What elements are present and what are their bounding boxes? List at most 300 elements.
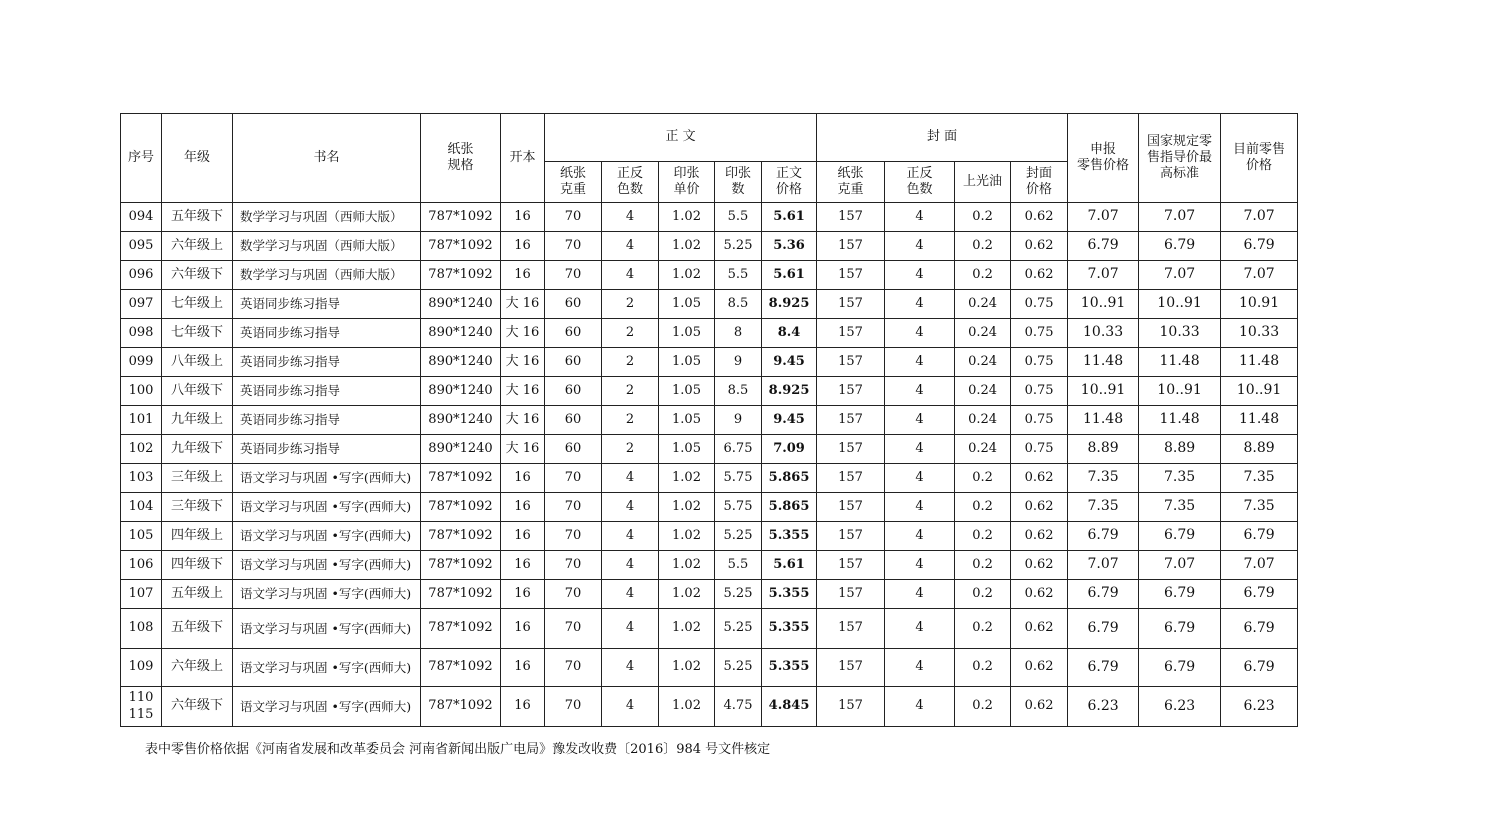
cell-national-max-price: 8.89 bbox=[1139, 435, 1221, 464]
cell-grade: 三年级下 bbox=[162, 493, 233, 522]
cell-body-sheet-unit-price: 1.05 bbox=[659, 377, 715, 406]
cell-cover-paper-weight: 157 bbox=[817, 348, 885, 377]
cell-body-paper-weight: 70 bbox=[545, 609, 602, 649]
cell-paper-spec: 890*1240 bbox=[421, 406, 501, 435]
cell-body-sheet-unit-price: 1.02 bbox=[659, 609, 715, 649]
cell-body-paper-weight: 70 bbox=[545, 261, 602, 290]
cell-declared-price: 6.79 bbox=[1068, 232, 1139, 261]
cell-body-paper-weight: 70 bbox=[545, 232, 602, 261]
cell-body-colors: 4 bbox=[602, 551, 659, 580]
cell-grade: 九年级上 bbox=[162, 406, 233, 435]
table-row bbox=[121, 377, 1298, 406]
price-table bbox=[120, 113, 1298, 727]
cell-cover-paper-weight: 157 bbox=[817, 261, 885, 290]
cell-cover-paper-weight: 157 bbox=[817, 493, 885, 522]
cell-body-paper-weight: 70 bbox=[545, 464, 602, 493]
cell-cover-price: 0.62 bbox=[1011, 687, 1068, 727]
cell-body-sheet-count: 9 bbox=[715, 406, 762, 435]
cell-body-sheet-count: 5.25 bbox=[715, 609, 762, 649]
cell-current-price: 7.07 bbox=[1221, 551, 1298, 580]
cell-paper-spec: 787*1092 bbox=[421, 493, 501, 522]
cell-body-paper-weight: 60 bbox=[545, 348, 602, 377]
cell-title: 语文学习与巩固 •写字(西师大) bbox=[233, 493, 421, 522]
cell-seq: 104 bbox=[121, 493, 162, 522]
cell-cover-varnish: 0.2 bbox=[955, 649, 1011, 687]
cell-body-sheet-count: 5.25 bbox=[715, 649, 762, 687]
header-grade: 年级 bbox=[162, 114, 233, 203]
cell-declared-price: 11.48 bbox=[1068, 348, 1139, 377]
cell-declared-price: 6.79 bbox=[1068, 522, 1139, 551]
cell-body-paper-weight: 60 bbox=[545, 435, 602, 464]
cell-cover-price: 0.62 bbox=[1011, 261, 1068, 290]
cell-paper-spec: 787*1092 bbox=[421, 649, 501, 687]
cell-cover-colors: 4 bbox=[885, 377, 955, 406]
cell-current-price: 11.48 bbox=[1221, 406, 1298, 435]
cell-grade: 七年级下 bbox=[162, 319, 233, 348]
cell-body-paper-weight: 70 bbox=[545, 580, 602, 609]
cell-body-paper-weight: 60 bbox=[545, 406, 602, 435]
cell-seq: 099 bbox=[121, 348, 162, 377]
table-row bbox=[121, 406, 1298, 435]
cell-cover-price: 0.62 bbox=[1011, 493, 1068, 522]
cell-body-colors: 2 bbox=[602, 348, 659, 377]
cell-seq: 106 bbox=[121, 551, 162, 580]
cell-format: 大 16 bbox=[501, 290, 545, 319]
cell-grade: 四年级上 bbox=[162, 522, 233, 551]
cell-body-sheet-count: 5.5 bbox=[715, 261, 762, 290]
cell-body-sheet-unit-price: 1.02 bbox=[659, 261, 715, 290]
cell-body-colors: 2 bbox=[602, 377, 659, 406]
cell-grade: 八年级上 bbox=[162, 348, 233, 377]
cell-paper-spec: 787*1092 bbox=[421, 203, 501, 232]
cell-paper-spec: 787*1092 bbox=[421, 580, 501, 609]
cell-cover-varnish: 0.2 bbox=[955, 687, 1011, 727]
cell-title: 语文学习与巩固 •写字(西师大) bbox=[233, 609, 421, 649]
cell-declared-price: 6.79 bbox=[1068, 649, 1139, 687]
cell-body-sheet-unit-price: 1.02 bbox=[659, 464, 715, 493]
cell-body-sheet-unit-price: 1.05 bbox=[659, 406, 715, 435]
cell-paper-spec: 787*1092 bbox=[421, 232, 501, 261]
table-row bbox=[121, 580, 1298, 609]
cell-body-sheet-unit-price: 1.05 bbox=[659, 319, 715, 348]
table-row bbox=[121, 687, 1298, 727]
cell-declared-price: 7.35 bbox=[1068, 464, 1139, 493]
cell-cover-paper-weight: 157 bbox=[817, 687, 885, 727]
cell-body-sheet-count: 8 bbox=[715, 319, 762, 348]
cell-body-sheet-unit-price: 1.02 bbox=[659, 580, 715, 609]
cell-seq: 108 bbox=[121, 609, 162, 649]
cell-format: 16 bbox=[501, 232, 545, 261]
cell-title: 英语同步练习指导 bbox=[233, 348, 421, 377]
cell-body-price: 5.36 bbox=[762, 232, 817, 261]
cell-grade: 四年级下 bbox=[162, 551, 233, 580]
cell-grade: 六年级上 bbox=[162, 232, 233, 261]
cell-body-paper-weight: 60 bbox=[545, 377, 602, 406]
cell-seq: 096 bbox=[121, 261, 162, 290]
cell-body-sheet-count: 5.5 bbox=[715, 551, 762, 580]
cell-paper-spec: 787*1092 bbox=[421, 609, 501, 649]
table-body bbox=[121, 203, 1298, 727]
cell-national-max-price: 7.07 bbox=[1139, 551, 1221, 580]
cell-cover-paper-weight: 157 bbox=[817, 551, 885, 580]
cell-body-price: 4.845 bbox=[762, 687, 817, 727]
cell-body-colors: 2 bbox=[602, 290, 659, 319]
cell-body-sheet-count: 5.75 bbox=[715, 464, 762, 493]
cell-cover-paper-weight: 157 bbox=[817, 580, 885, 609]
cell-body-paper-weight: 70 bbox=[545, 687, 602, 727]
cell-cover-paper-weight: 157 bbox=[817, 609, 885, 649]
cell-cover-colors: 4 bbox=[885, 348, 955, 377]
cell-body-sheet-unit-price: 1.05 bbox=[659, 435, 715, 464]
cell-cover-varnish: 0.2 bbox=[955, 609, 1011, 649]
cell-title: 语文学习与巩固 •写字(西师大) bbox=[233, 687, 421, 727]
cell-body-sheet-unit-price: 1.02 bbox=[659, 687, 715, 727]
cell-title: 语文学习与巩固 •写字(西师大) bbox=[233, 551, 421, 580]
cell-seq: 100 bbox=[121, 377, 162, 406]
cell-current-price: 6.79 bbox=[1221, 580, 1298, 609]
cell-body-sheet-count: 5.75 bbox=[715, 493, 762, 522]
cell-title: 数学学习与巩固（西师大版） bbox=[233, 261, 421, 290]
cell-current-price: 6.79 bbox=[1221, 649, 1298, 687]
cell-body-sheet-unit-price: 1.05 bbox=[659, 348, 715, 377]
cell-format: 大 16 bbox=[501, 406, 545, 435]
header-cover-group: 封 面 bbox=[817, 114, 1068, 162]
cell-current-price: 7.35 bbox=[1221, 464, 1298, 493]
cell-cover-varnish: 0.24 bbox=[955, 348, 1011, 377]
cell-cover-price: 0.75 bbox=[1011, 435, 1068, 464]
cell-body-price: 5.355 bbox=[762, 609, 817, 649]
cell-declared-price: 6.79 bbox=[1068, 609, 1139, 649]
cell-body-sheet-unit-price: 1.02 bbox=[659, 551, 715, 580]
cell-declared-price: 6.23 bbox=[1068, 687, 1139, 727]
cell-national-max-price: 6.79 bbox=[1139, 232, 1221, 261]
cell-title: 语文学习与巩固 •写字(西师大) bbox=[233, 649, 421, 687]
cell-national-max-price: 7.07 bbox=[1139, 261, 1221, 290]
cell-current-price: 7.07 bbox=[1221, 261, 1298, 290]
cell-body-price: 5.61 bbox=[762, 261, 817, 290]
cell-title: 语文学习与巩固 •写字(西师大) bbox=[233, 580, 421, 609]
cell-cover-colors: 4 bbox=[885, 580, 955, 609]
cell-cover-paper-weight: 157 bbox=[817, 377, 885, 406]
cell-seq: 098 bbox=[121, 319, 162, 348]
cell-current-price: 7.07 bbox=[1221, 203, 1298, 232]
cell-cover-colors: 4 bbox=[885, 493, 955, 522]
cell-declared-price: 10..91 bbox=[1068, 377, 1139, 406]
cell-cover-paper-weight: 157 bbox=[817, 319, 885, 348]
table-row bbox=[121, 609, 1298, 649]
cell-current-price: 10..91 bbox=[1221, 377, 1298, 406]
cell-paper-spec: 890*1240 bbox=[421, 290, 501, 319]
cell-cover-paper-weight: 157 bbox=[817, 406, 885, 435]
cell-cover-varnish: 0.2 bbox=[955, 522, 1011, 551]
cell-body-colors: 4 bbox=[602, 522, 659, 551]
cell-body-price: 5.355 bbox=[762, 649, 817, 687]
cell-format: 16 bbox=[501, 203, 545, 232]
cell-body-paper-weight: 70 bbox=[545, 551, 602, 580]
cell-grade: 六年级下 bbox=[162, 261, 233, 290]
table-row bbox=[121, 232, 1298, 261]
cell-cover-paper-weight: 157 bbox=[817, 464, 885, 493]
header-body-group: 正 文 bbox=[545, 114, 817, 162]
cell-cover-varnish: 0.2 bbox=[955, 464, 1011, 493]
header-title: 书名 bbox=[233, 114, 421, 203]
cell-national-max-price: 6.79 bbox=[1139, 649, 1221, 687]
cell-declared-price: 7.35 bbox=[1068, 493, 1139, 522]
cell-cover-colors: 4 bbox=[885, 319, 955, 348]
cell-grade: 五年级上 bbox=[162, 580, 233, 609]
cell-grade: 六年级上 bbox=[162, 649, 233, 687]
header-body-sheet-unit-price: 印张 单价 bbox=[659, 162, 715, 203]
cell-cover-price: 0.62 bbox=[1011, 551, 1068, 580]
cell-grade: 九年级下 bbox=[162, 435, 233, 464]
cell-national-max-price: 6.79 bbox=[1139, 580, 1221, 609]
cell-body-price: 8.925 bbox=[762, 377, 817, 406]
cell-national-max-price: 6.23 bbox=[1139, 687, 1221, 727]
cell-cover-price: 0.62 bbox=[1011, 232, 1068, 261]
cell-seq: 095 bbox=[121, 232, 162, 261]
cell-cover-paper-weight: 157 bbox=[817, 522, 885, 551]
cell-current-price: 10.33 bbox=[1221, 319, 1298, 348]
cell-body-colors: 4 bbox=[602, 580, 659, 609]
cell-body-colors: 4 bbox=[602, 609, 659, 649]
cell-cover-colors: 4 bbox=[885, 290, 955, 319]
header-format: 开本 bbox=[501, 114, 545, 203]
cell-format: 大 16 bbox=[501, 435, 545, 464]
cell-cover-varnish: 0.2 bbox=[955, 203, 1011, 232]
cell-cover-varnish: 0.2 bbox=[955, 493, 1011, 522]
table-row bbox=[121, 348, 1298, 377]
cell-paper-spec: 787*1092 bbox=[421, 551, 501, 580]
header-cover-varnish: 上光油 bbox=[955, 162, 1011, 203]
cell-format: 16 bbox=[501, 464, 545, 493]
cell-cover-paper-weight: 157 bbox=[817, 290, 885, 319]
cell-title: 语文学习与巩固 •写字(西师大) bbox=[233, 522, 421, 551]
cell-cover-colors: 4 bbox=[885, 435, 955, 464]
cell-cover-price: 0.62 bbox=[1011, 522, 1068, 551]
cell-body-colors: 4 bbox=[602, 232, 659, 261]
cell-body-sheet-count: 8.5 bbox=[715, 377, 762, 406]
cell-cover-varnish: 0.2 bbox=[955, 232, 1011, 261]
cell-national-max-price: 7.35 bbox=[1139, 464, 1221, 493]
cell-title: 英语同步练习指导 bbox=[233, 406, 421, 435]
header-current-price: 目前零售 价格 bbox=[1221, 114, 1298, 203]
cell-national-max-price: 7.35 bbox=[1139, 493, 1221, 522]
cell-cover-varnish: 0.24 bbox=[955, 377, 1011, 406]
cell-seq: 105 bbox=[121, 522, 162, 551]
cell-body-sheet-count: 4.75 bbox=[715, 687, 762, 727]
cell-body-paper-weight: 70 bbox=[545, 203, 602, 232]
cell-cover-price: 0.62 bbox=[1011, 464, 1068, 493]
cell-seq: 107 bbox=[121, 580, 162, 609]
cell-body-price: 5.61 bbox=[762, 551, 817, 580]
cell-body-price: 5.865 bbox=[762, 464, 817, 493]
cell-format: 16 bbox=[501, 551, 545, 580]
cell-title: 数学学习与巩固（西师大版） bbox=[233, 203, 421, 232]
cell-cover-colors: 4 bbox=[885, 609, 955, 649]
cell-declared-price: 10.33 bbox=[1068, 319, 1139, 348]
cell-cover-colors: 4 bbox=[885, 551, 955, 580]
cell-current-price: 8.89 bbox=[1221, 435, 1298, 464]
cell-body-paper-weight: 70 bbox=[545, 522, 602, 551]
cell-body-paper-weight: 70 bbox=[545, 493, 602, 522]
cell-body-price: 5.355 bbox=[762, 522, 817, 551]
cell-format: 16 bbox=[501, 580, 545, 609]
cell-cover-price: 0.75 bbox=[1011, 348, 1068, 377]
header-cover-colors: 正反 色数 bbox=[885, 162, 955, 203]
cell-declared-price: 7.07 bbox=[1068, 261, 1139, 290]
cell-title: 英语同步练习指导 bbox=[233, 377, 421, 406]
cell-cover-colors: 4 bbox=[885, 464, 955, 493]
cell-national-max-price: 7.07 bbox=[1139, 203, 1221, 232]
cell-body-colors: 4 bbox=[602, 464, 659, 493]
cell-national-max-price: 11.48 bbox=[1139, 406, 1221, 435]
cell-cover-price: 0.75 bbox=[1011, 377, 1068, 406]
cell-grade: 八年级下 bbox=[162, 377, 233, 406]
cell-declared-price: 7.07 bbox=[1068, 203, 1139, 232]
cell-national-max-price: 10..91 bbox=[1139, 290, 1221, 319]
cell-current-price: 10.91 bbox=[1221, 290, 1298, 319]
cell-grade: 五年级下 bbox=[162, 609, 233, 649]
cell-current-price: 7.35 bbox=[1221, 493, 1298, 522]
cell-paper-spec: 890*1240 bbox=[421, 319, 501, 348]
cell-body-price: 5.865 bbox=[762, 493, 817, 522]
cell-paper-spec: 890*1240 bbox=[421, 435, 501, 464]
cell-national-max-price: 10..91 bbox=[1139, 377, 1221, 406]
cell-body-paper-weight: 60 bbox=[545, 290, 602, 319]
cell-body-sheet-count: 5.25 bbox=[715, 580, 762, 609]
cell-format: 16 bbox=[501, 609, 545, 649]
cell-paper-spec: 787*1092 bbox=[421, 687, 501, 727]
table-row bbox=[121, 464, 1298, 493]
header-body-paper-weight: 纸张 克重 bbox=[545, 162, 602, 203]
table-row bbox=[121, 551, 1298, 580]
cell-seq: 101 bbox=[121, 406, 162, 435]
cell-body-price: 8.925 bbox=[762, 290, 817, 319]
header-cover-paper-weight: 纸张 克重 bbox=[817, 162, 885, 203]
cell-format: 16 bbox=[501, 493, 545, 522]
cell-paper-spec: 787*1092 bbox=[421, 464, 501, 493]
cell-seq: 097 bbox=[121, 290, 162, 319]
cell-body-sheet-unit-price: 1.02 bbox=[659, 522, 715, 551]
cell-cover-price: 0.75 bbox=[1011, 319, 1068, 348]
cell-grade: 七年级上 bbox=[162, 290, 233, 319]
cell-cover-paper-weight: 157 bbox=[817, 649, 885, 687]
cell-body-colors: 4 bbox=[602, 203, 659, 232]
cell-grade: 六年级下 bbox=[162, 687, 233, 727]
cell-body-sheet-count: 5.25 bbox=[715, 232, 762, 261]
cell-cover-varnish: 0.24 bbox=[955, 435, 1011, 464]
cell-title: 数学学习与巩固（西师大版） bbox=[233, 232, 421, 261]
cell-body-price: 7.09 bbox=[762, 435, 817, 464]
table-row bbox=[121, 261, 1298, 290]
cell-format: 16 bbox=[501, 522, 545, 551]
table-row bbox=[121, 319, 1298, 348]
cell-cover-price: 0.62 bbox=[1011, 609, 1068, 649]
cell-body-sheet-unit-price: 1.05 bbox=[659, 290, 715, 319]
cell-body-price: 9.45 bbox=[762, 406, 817, 435]
header-paper-spec: 纸张 规格 bbox=[421, 114, 501, 203]
cell-cover-paper-weight: 157 bbox=[817, 203, 885, 232]
cell-body-sheet-unit-price: 1.02 bbox=[659, 203, 715, 232]
cell-cover-price: 0.75 bbox=[1011, 290, 1068, 319]
cell-cover-colors: 4 bbox=[885, 406, 955, 435]
cell-body-paper-weight: 70 bbox=[545, 649, 602, 687]
cell-format: 大 16 bbox=[501, 377, 545, 406]
cell-seq: 094 bbox=[121, 203, 162, 232]
cell-seq: 103 bbox=[121, 464, 162, 493]
cell-paper-spec: 787*1092 bbox=[421, 261, 501, 290]
cell-current-price: 11.48 bbox=[1221, 348, 1298, 377]
cell-body-colors: 2 bbox=[602, 435, 659, 464]
cell-cover-paper-weight: 157 bbox=[817, 435, 885, 464]
cell-body-price: 9.45 bbox=[762, 348, 817, 377]
header-seq: 序号 bbox=[121, 114, 162, 203]
cell-body-sheet-count: 6.75 bbox=[715, 435, 762, 464]
table-row bbox=[121, 435, 1298, 464]
cell-format: 16 bbox=[501, 687, 545, 727]
cell-title: 语文学习与巩固 •写字(西师大) bbox=[233, 464, 421, 493]
cell-body-sheet-unit-price: 1.02 bbox=[659, 649, 715, 687]
cell-cover-varnish: 0.24 bbox=[955, 290, 1011, 319]
cell-cover-colors: 4 bbox=[885, 649, 955, 687]
cell-cover-varnish: 0.2 bbox=[955, 551, 1011, 580]
cell-seq: 102 bbox=[121, 435, 162, 464]
cell-cover-varnish: 0.2 bbox=[955, 580, 1011, 609]
cell-national-max-price: 6.79 bbox=[1139, 522, 1221, 551]
cell-paper-spec: 890*1240 bbox=[421, 377, 501, 406]
cell-body-sheet-unit-price: 1.02 bbox=[659, 493, 715, 522]
cell-body-sheet-unit-price: 1.02 bbox=[659, 232, 715, 261]
cell-seq: 109 bbox=[121, 649, 162, 687]
cell-body-price: 8.4 bbox=[762, 319, 817, 348]
cell-declared-price: 7.07 bbox=[1068, 551, 1139, 580]
cell-body-colors: 4 bbox=[602, 649, 659, 687]
footnote: 表中零售价格依据《河南省发展和改革委员会 河南省新闻出版广电局》豫发改收费〔2016〕984 号文件核定 bbox=[145, 742, 771, 757]
cell-national-max-price: 11.48 bbox=[1139, 348, 1221, 377]
cell-body-sheet-count: 9 bbox=[715, 348, 762, 377]
cell-cover-colors: 4 bbox=[885, 687, 955, 727]
cell-body-colors: 4 bbox=[602, 493, 659, 522]
cell-format: 16 bbox=[501, 649, 545, 687]
table-row bbox=[121, 649, 1298, 687]
cell-cover-paper-weight: 157 bbox=[817, 232, 885, 261]
cell-current-price: 6.79 bbox=[1221, 609, 1298, 649]
table-row bbox=[121, 203, 1298, 232]
cell-cover-colors: 4 bbox=[885, 261, 955, 290]
cell-cover-price: 0.62 bbox=[1011, 649, 1068, 687]
cell-cover-price: 0.62 bbox=[1011, 203, 1068, 232]
header-body-colors: 正反 色数 bbox=[602, 162, 659, 203]
cell-current-price: 6.23 bbox=[1221, 687, 1298, 727]
cell-body-colors: 2 bbox=[602, 319, 659, 348]
cell-body-sheet-count: 5.25 bbox=[715, 522, 762, 551]
cell-body-paper-weight: 60 bbox=[545, 319, 602, 348]
cell-body-sheet-count: 8.5 bbox=[715, 290, 762, 319]
cell-body-sheet-count: 5.5 bbox=[715, 203, 762, 232]
table-row bbox=[121, 290, 1298, 319]
cell-grade: 三年级上 bbox=[162, 464, 233, 493]
cell-paper-spec: 890*1240 bbox=[421, 348, 501, 377]
cell-cover-price: 0.75 bbox=[1011, 406, 1068, 435]
cell-body-colors: 2 bbox=[602, 406, 659, 435]
table-row bbox=[121, 493, 1298, 522]
cell-format: 16 bbox=[501, 261, 545, 290]
cell-cover-price: 0.62 bbox=[1011, 580, 1068, 609]
cell-cover-varnish: 0.2 bbox=[955, 261, 1011, 290]
cell-body-price: 5.355 bbox=[762, 580, 817, 609]
cell-body-colors: 4 bbox=[602, 261, 659, 290]
cell-title: 英语同步练习指导 bbox=[233, 435, 421, 464]
